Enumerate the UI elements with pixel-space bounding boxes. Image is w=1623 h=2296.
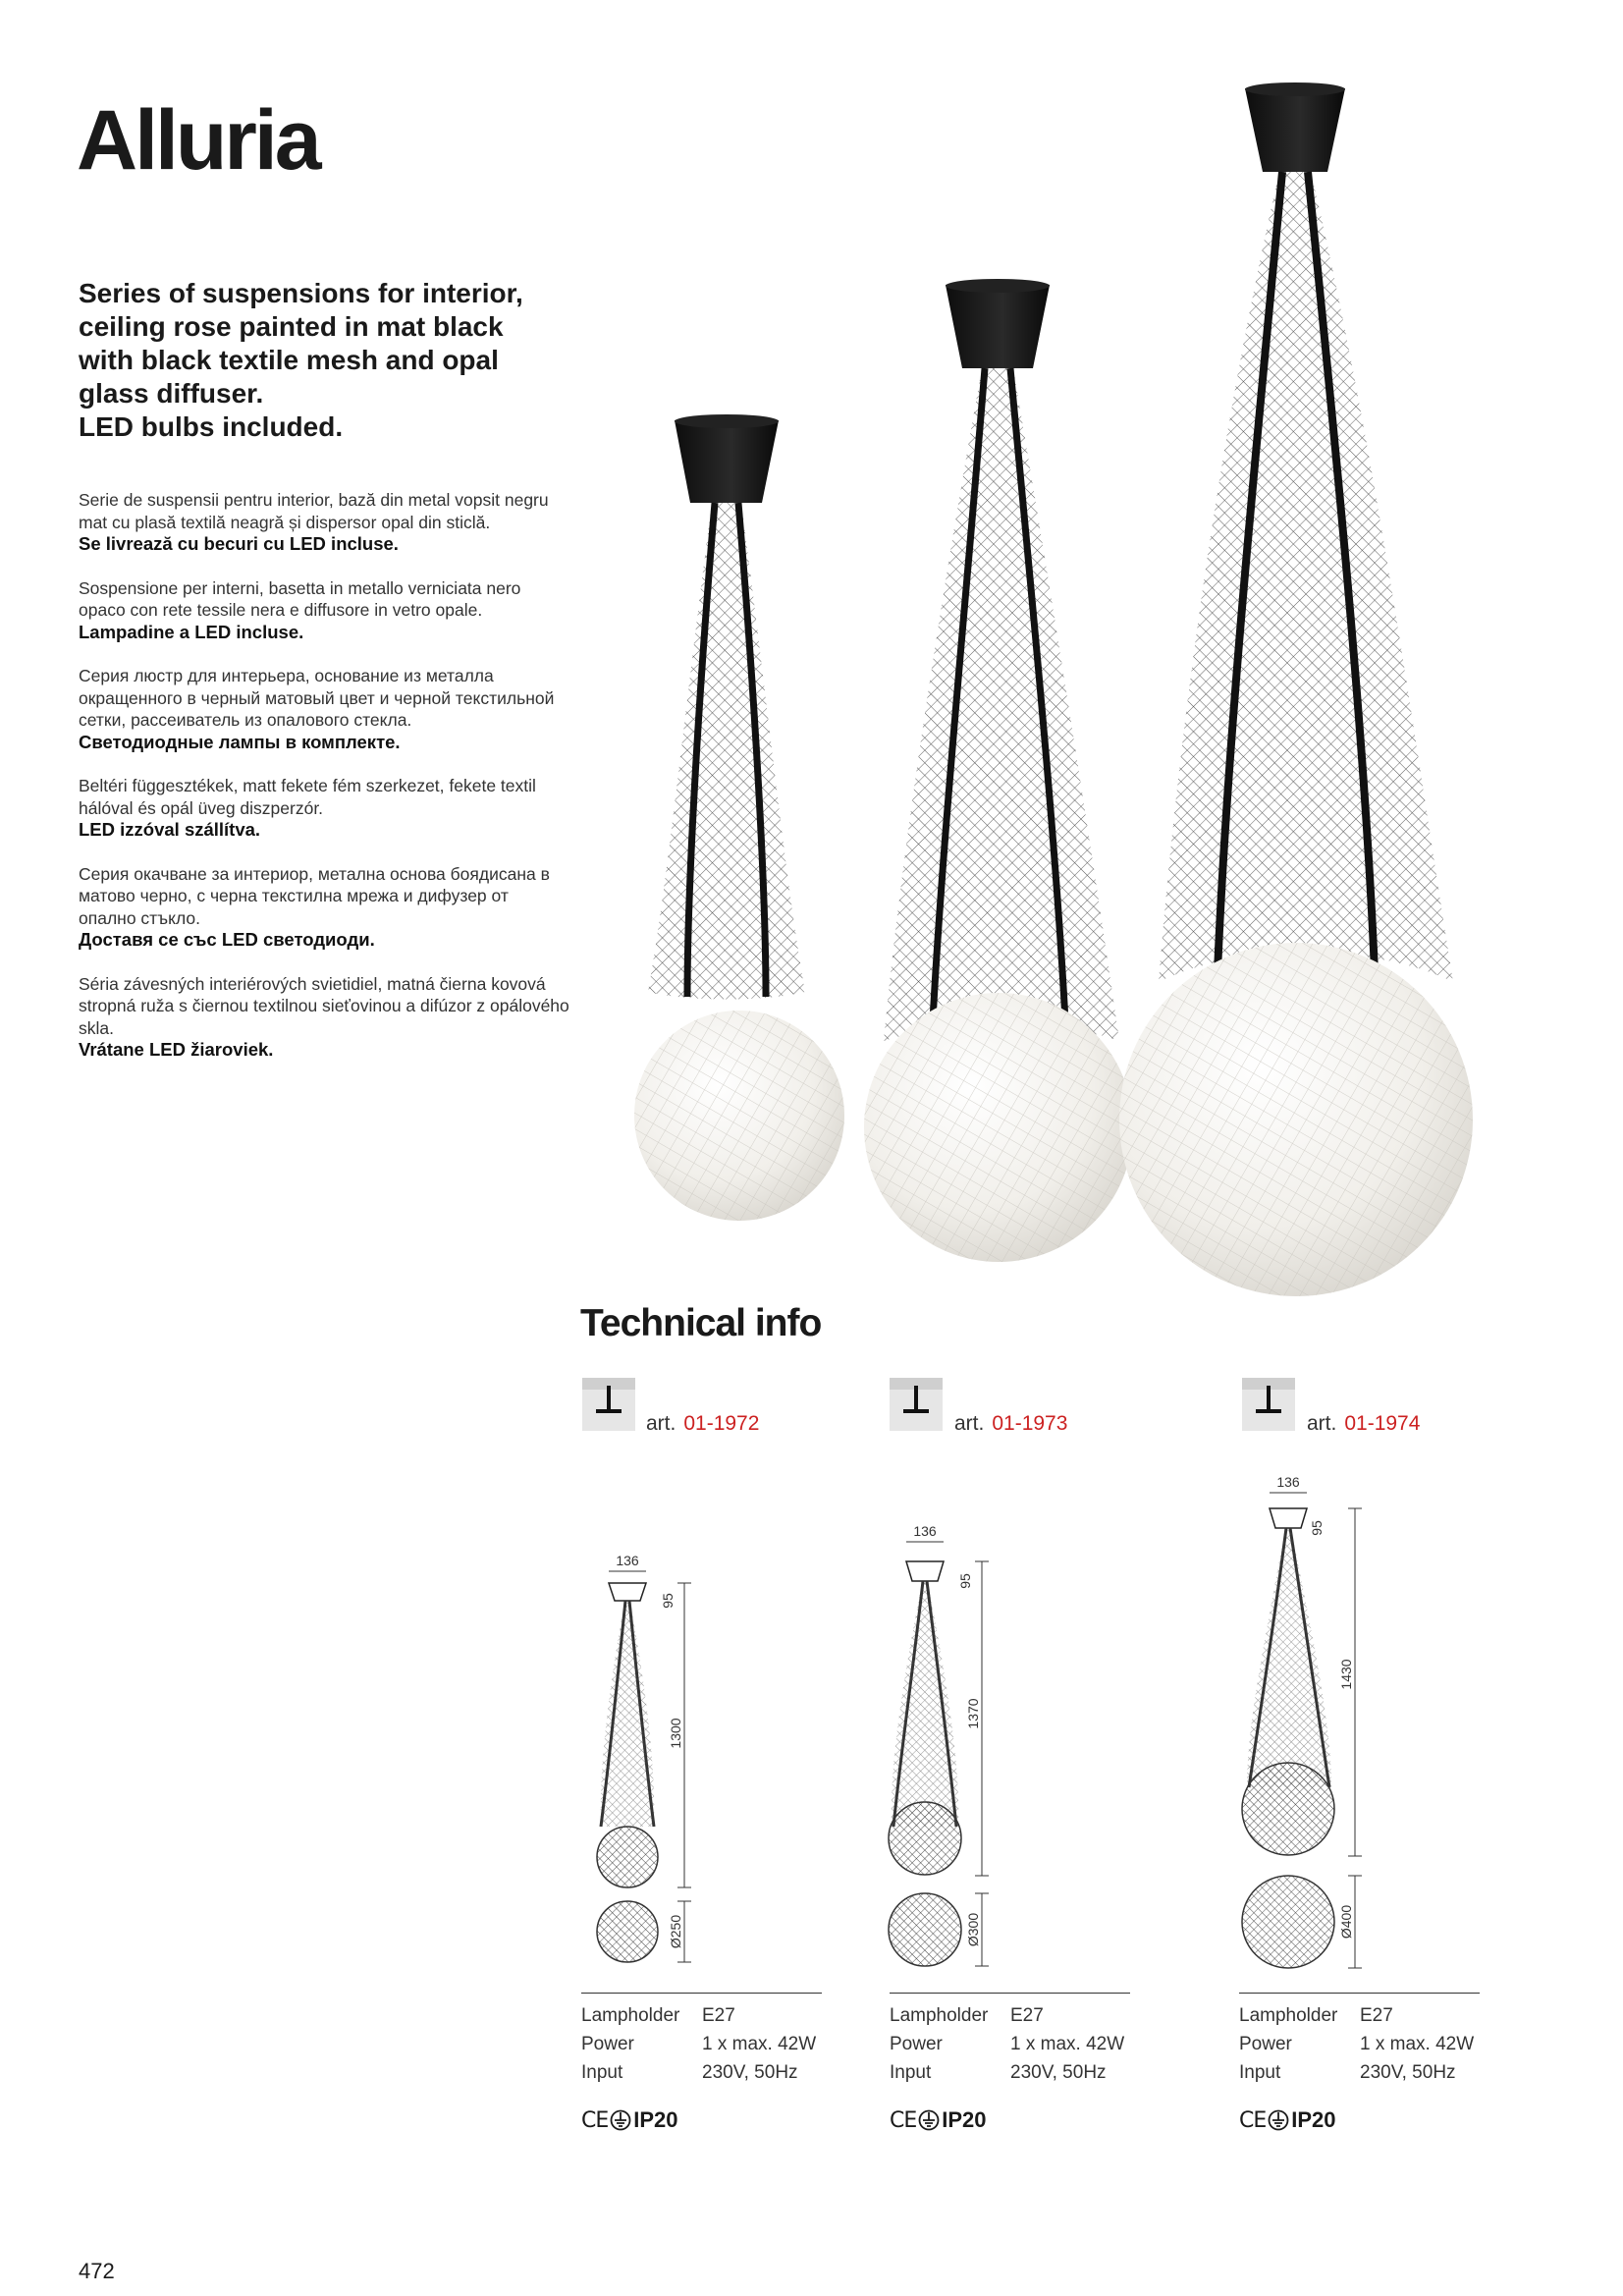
spec-key: Power [890, 2034, 943, 2054]
globe-mesh [864, 993, 1133, 1262]
intro-bold-line: LED bulbs included. [79, 411, 344, 442]
spec-key: Power [1239, 2034, 1292, 2054]
spec-table [890, 1993, 1130, 2087]
earth-ground-icon [1268, 2109, 1289, 2131]
spec-row [581, 2030, 822, 2058]
spec-value: 230V, 50Hz [702, 2062, 798, 2083]
translation-bold: Se livrează cu becuri cu LED incluse. [79, 533, 399, 554]
translation-hu [79, 775, 569, 842]
textile-mesh [648, 503, 805, 1000]
technical-info-heading: Technical info [580, 1302, 822, 1344]
translation-it [79, 577, 569, 644]
ceiling-rose-top [675, 414, 779, 428]
spec-key: Lampholder [581, 2005, 680, 2026]
spec-row [1239, 2030, 1480, 2058]
technical-drawing [1232, 1463, 1380, 1974]
spec-row [890, 2001, 1130, 2030]
ceiling-mount-icon [1242, 1378, 1295, 1431]
translation-text: Sospensione per interni, basetta in metallo verniciata nero opaco con rete tessile nera e diffusore in vetro opale. [79, 577, 521, 620]
certifications [890, 2107, 987, 2133]
translation-text: Séria závesných interiérových svietidiel, matná čierna kovová stropná ruža s čiernou textilnou sieťovinou a difúzor z opálového skla. [79, 973, 569, 1038]
dimension-diameter: Ø300 [965, 1912, 981, 1947]
ce-mark: CE [581, 2107, 609, 2133]
product-photo [589, 69, 1522, 1326]
ip-rating: IP20 [942, 2107, 987, 2132]
dimension-total-height: 1300 [668, 1718, 683, 1749]
dimension-diameter: Ø400 [1338, 1904, 1354, 1940]
spec-key: Input [1239, 2062, 1281, 2083]
ceiling-mount-icon [890, 1378, 943, 1431]
article-prefix: art. [954, 1412, 985, 1435]
pendant-lamp-large [1119, 82, 1473, 1296]
spec-table [1239, 1993, 1480, 2087]
drawing-mesh [601, 1603, 655, 1827]
technical-drawing [879, 1517, 1026, 1969]
spec-row [1239, 2001, 1480, 2030]
drawing-globe-plan [1242, 1876, 1334, 1968]
earth-ground-icon [610, 2109, 631, 2131]
translation-bold: Доставя се със LED светодиоди. [79, 929, 375, 950]
translation-sk [79, 973, 569, 1062]
translation-bold: Lampadine a LED incluse. [79, 621, 304, 642]
dimension-total-height: 1430 [1338, 1659, 1354, 1690]
drawing-rose [906, 1561, 944, 1581]
spec-value: 230V, 50Hz [1360, 2062, 1456, 2083]
article-prefix: art. [646, 1412, 676, 1435]
translation-ro [79, 489, 569, 556]
ceiling-rose [946, 285, 1050, 368]
dimension-diameter: Ø250 [668, 1914, 683, 1949]
article-code: 01-1974 [1344, 1412, 1421, 1435]
dimension-rose-height: 95 [957, 1573, 973, 1589]
article-number [954, 1412, 1067, 1436]
ceiling-rose [675, 420, 779, 503]
dimension-width: 136 [913, 1523, 937, 1539]
spec-value: 1 x max. 42W [1010, 2034, 1125, 2054]
translation-ru [79, 665, 569, 753]
spec-value: 1 x max. 42W [702, 2034, 817, 2054]
earth-ground-icon [918, 2109, 940, 2131]
intro-line: Series of suspensions for interior, [79, 278, 523, 308]
drawing-rose [609, 1583, 646, 1601]
drawing-globe [597, 1827, 658, 1887]
spec-row [890, 2058, 1130, 2087]
certifications [1239, 2107, 1336, 2133]
intro-line: glass diffuser. [79, 378, 264, 409]
dimension-rose-height: 95 [1309, 1520, 1325, 1536]
article-code: 01-1972 [683, 1412, 760, 1435]
spec-value: E27 [702, 2005, 735, 2026]
translation-text: Серия окачване за интериор, метална основа боядисана в матово черно, с черна текстилна мрежа и дифузер от опално стъкло. [79, 863, 550, 928]
ip-rating: IP20 [633, 2107, 678, 2132]
pendant-lamp-medium [864, 279, 1133, 1262]
spec-table [581, 1993, 822, 2087]
spec-row [890, 2030, 1130, 2058]
ceiling-mount-icon [582, 1378, 635, 1431]
intro-english [79, 277, 589, 444]
pendant-lamp-small [634, 414, 844, 1221]
textile-mesh [884, 368, 1119, 1041]
ce-mark: CE [1239, 2107, 1267, 2133]
translation-bold: Светодиодные лампы в комплекте. [79, 731, 401, 752]
spec-key: Power [581, 2034, 634, 2054]
spec-key: Lampholder [1239, 2005, 1338, 2026]
spec-value: E27 [1360, 2005, 1393, 2026]
ceiling-rose-top [1245, 82, 1345, 96]
article-number [646, 1412, 759, 1436]
spec-value: E27 [1010, 2005, 1044, 2026]
drawing-mesh [1247, 1530, 1331, 1787]
drawing-globe-plan [889, 1893, 961, 1966]
translation-bold: Vrátane LED žiaroviek. [79, 1039, 274, 1060]
spec-value: 230V, 50Hz [1010, 2062, 1107, 2083]
article-code: 01-1973 [992, 1412, 1068, 1435]
spec-row [1239, 2058, 1480, 2087]
intro-line: with black textile mesh and opal [79, 345, 499, 375]
translation-text: Серия люстр для интерьера, основание из металла окращенного в черный матовый цвет и черной текстильной сетки, рассеиватель из опалового стекла. [79, 666, 555, 730]
globe-mesh [634, 1011, 844, 1221]
ce-mark: CE [890, 2107, 917, 2133]
product-title: Alluria [77, 93, 319, 188]
spec-key: Input [890, 2062, 932, 2083]
ip-rating: IP20 [1291, 2107, 1336, 2132]
page-number: 472 [79, 2259, 115, 2283]
dimension-width: 136 [616, 1553, 639, 1568]
drawing-mesh [892, 1583, 958, 1827]
textile-mesh [1159, 172, 1453, 982]
ceiling-rose [1245, 88, 1345, 172]
drawing-globe [1242, 1763, 1334, 1855]
globe-mesh [1119, 943, 1473, 1296]
translation-bg [79, 863, 569, 952]
translation-bold: LED izzóval szállítva. [79, 819, 261, 840]
dimension-width: 136 [1276, 1474, 1300, 1490]
technical-drawing [579, 1547, 722, 1974]
intro-line: ceiling rose painted in mat black [79, 311, 504, 342]
translation-text: Serie de suspensii pentru interior, bază din metal vopsit negru mat cu plasă textilă neagră și dispersor opal din sticlă. [79, 490, 549, 532]
drawing-globe-plan [597, 1901, 658, 1962]
dimension-rose-height: 95 [660, 1593, 676, 1609]
spec-row [581, 2058, 822, 2087]
translations [79, 489, 569, 1083]
translation-text: Beltéri függesztékek, matt fekete fém szerkezet, fekete textil hálóval és opál üveg diszperzór. [79, 776, 536, 818]
certifications [581, 2107, 678, 2133]
drawing-globe [889, 1802, 961, 1875]
article-prefix: art. [1307, 1412, 1337, 1435]
article-number [1307, 1412, 1420, 1436]
spec-key: Input [581, 2062, 623, 2083]
spec-value: 1 x max. 42W [1360, 2034, 1475, 2054]
dimension-total-height: 1370 [965, 1698, 981, 1729]
spec-row [581, 2001, 822, 2030]
spec-key: Lampholder [890, 2005, 989, 2026]
ceiling-rose-top [946, 279, 1050, 293]
drawing-rose [1270, 1508, 1307, 1528]
